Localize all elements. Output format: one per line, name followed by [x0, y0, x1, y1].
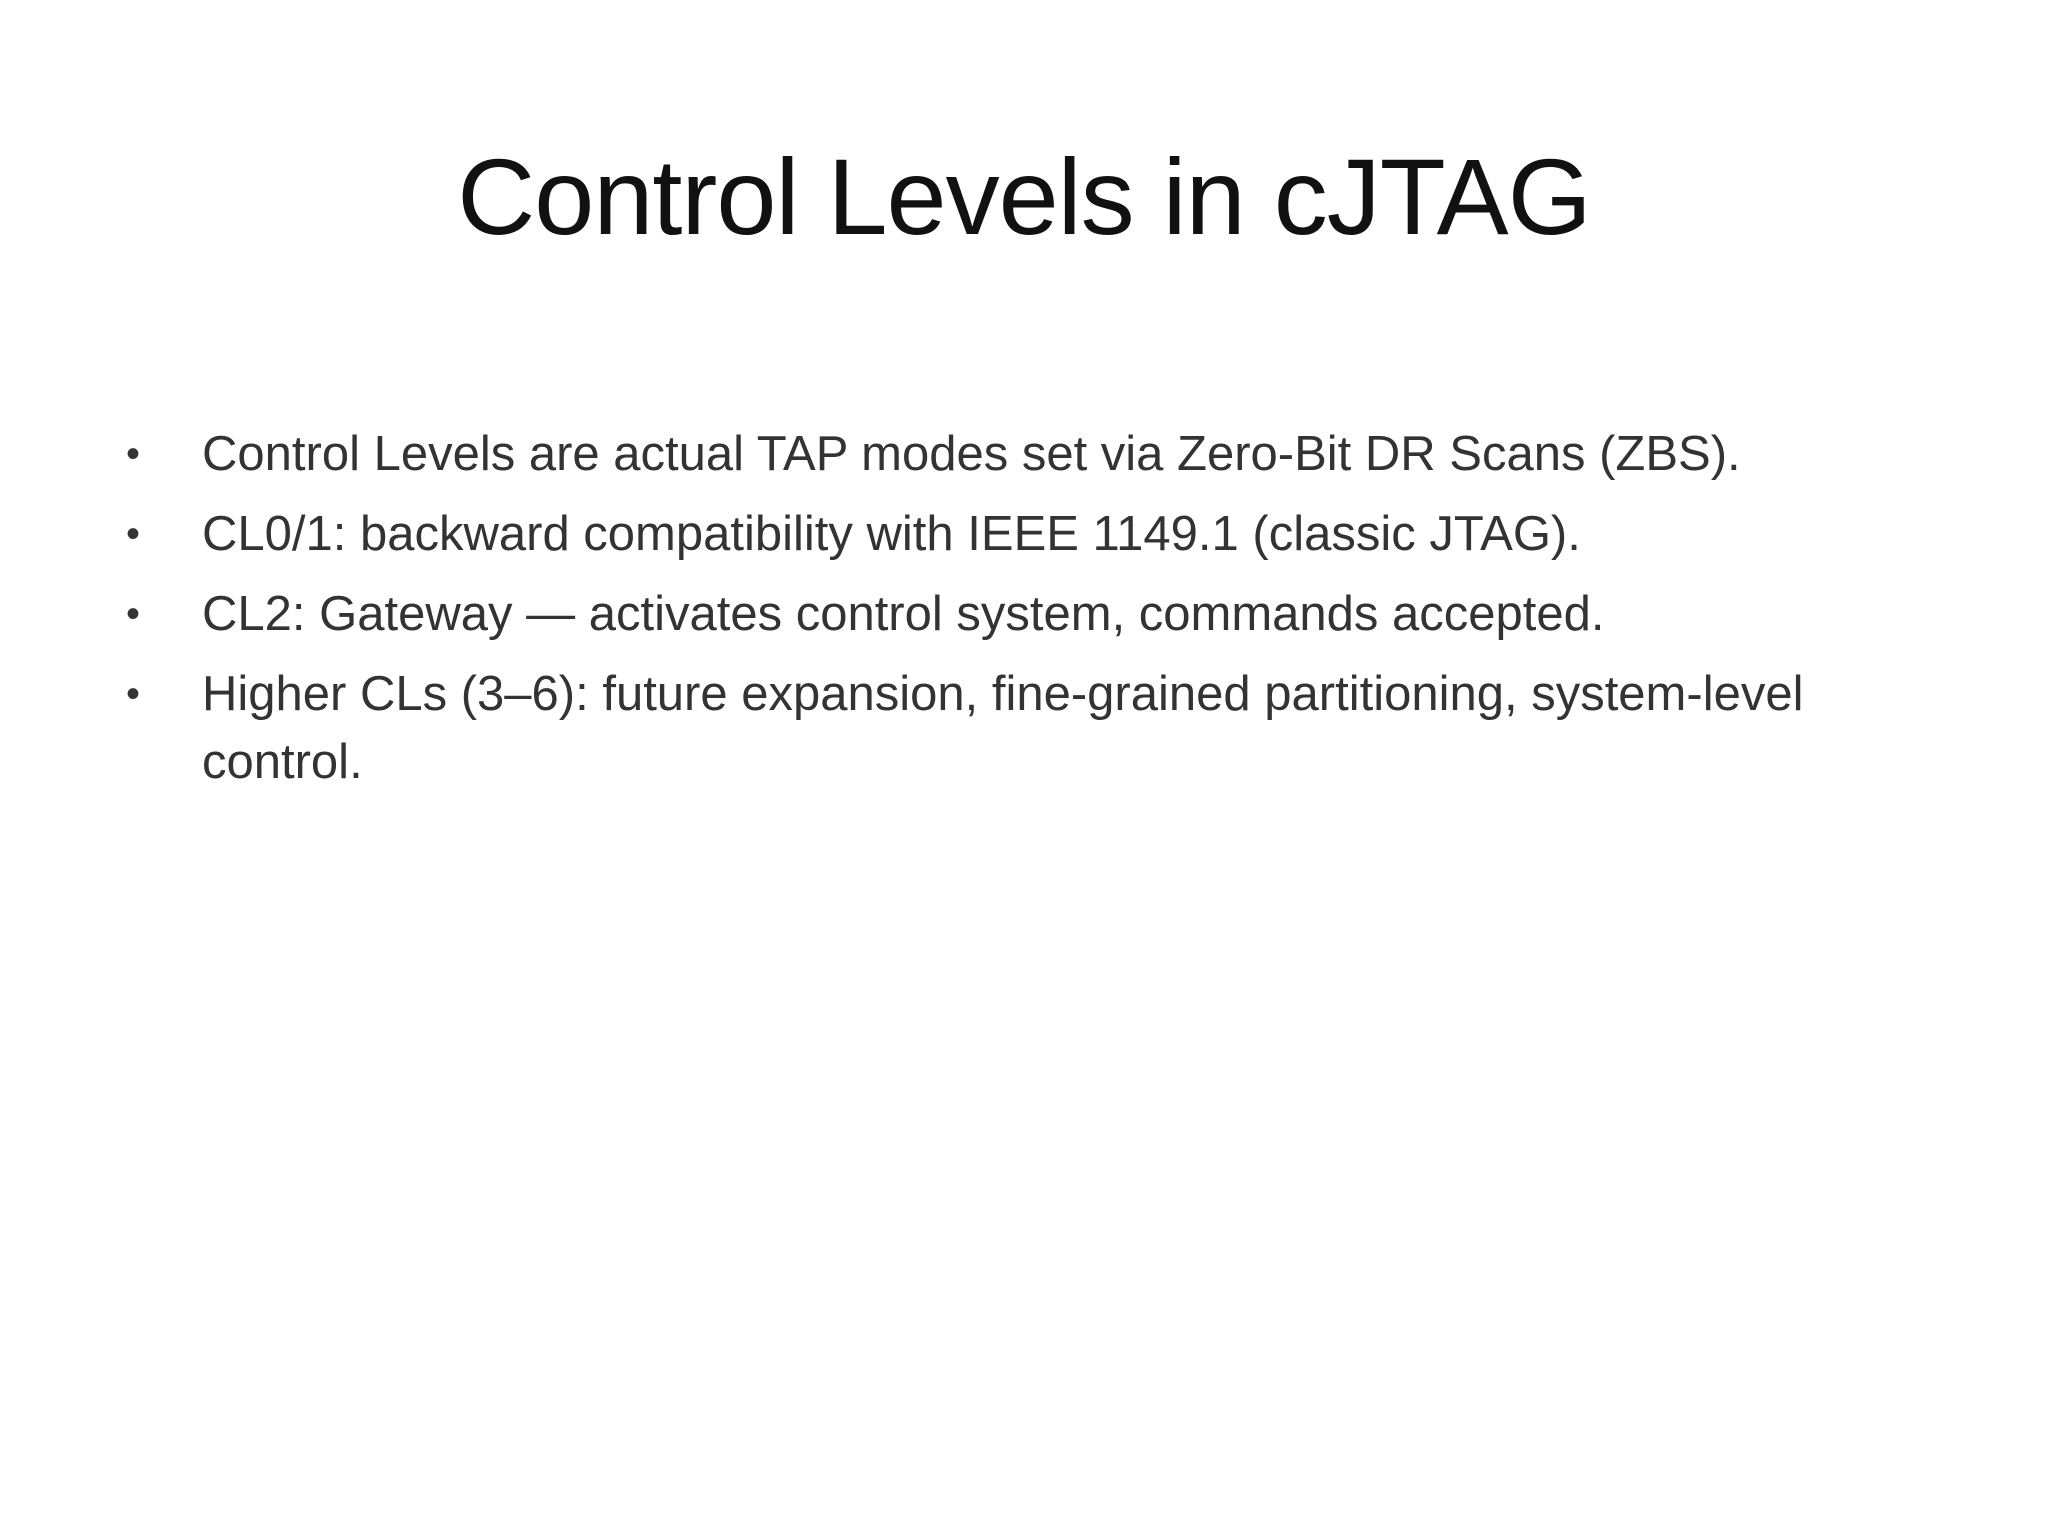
list-item — [118, 500, 1968, 568]
bullet-icon: • — [126, 512, 141, 556]
bullet-icon: • — [126, 672, 141, 716]
bullet-text: Higher CLs (3–6): future expansion, fine-grained partitioning, system-level control. — [202, 667, 1804, 789]
bullet-icon: • — [126, 432, 141, 476]
bullet-text: Control Levels are actual TAP modes set via Zero-Bit DR Scans (ZBS). — [202, 427, 1741, 481]
list-item — [118, 420, 1968, 488]
bullet-list — [118, 420, 1968, 808]
slide-title: Control Levels in cJTAG — [457, 136, 1591, 257]
bullet-icon: • — [126, 592, 141, 636]
bullet-text: CL2: Gateway — activates control system, commands accepted. — [202, 587, 1605, 641]
bullet-text: CL0/1: backward compatibility with IEEE 1149.1 (classic JTAG). — [202, 507, 1581, 561]
list-item — [118, 660, 1968, 796]
list-item — [118, 580, 1968, 648]
